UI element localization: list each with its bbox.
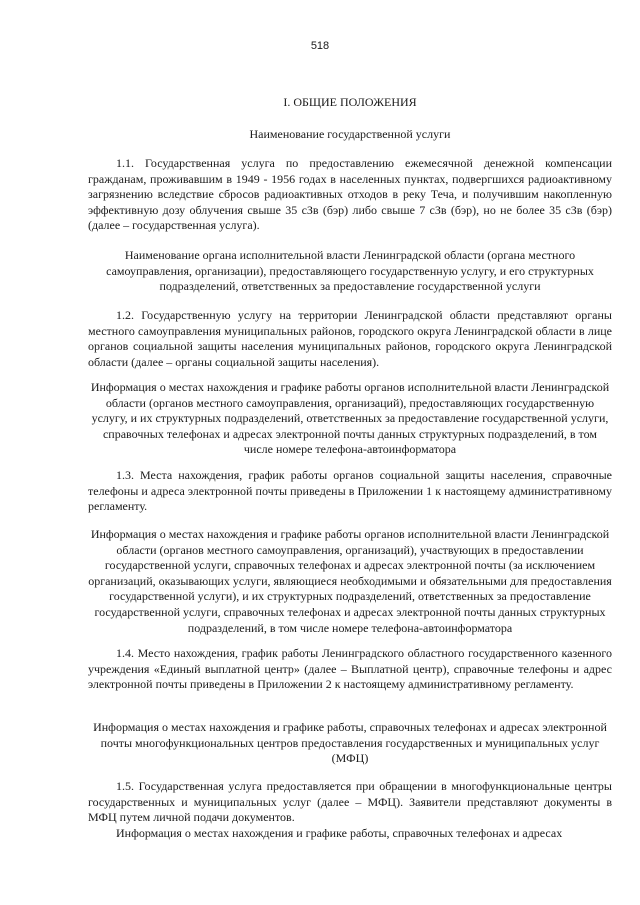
page-number: 518 bbox=[310, 40, 330, 52]
paragraph-1-1: 1.1. Государственная услуга по предоставлению ежемесячной денежной компенсации гражданам, проживавшим в 1949 - 1956 годах в населенных пунктах, подвергшихся радиоактивному загрязнению вследствие сбросов радиоактивных отходов в реку Теча, и получившим накопленную эффективную дозу облучения свыше 35 сЗв (бэр) либо свыше 7 сЗв (бэр), но не более 35 сЗв (бэр) (далее – государственная услуга). bbox=[88, 156, 612, 233]
section-title: I. ОБЩИЕ ПОЛОЖЕНИЯ bbox=[283, 95, 417, 109]
heading-service-name: Наименование государственной услуги bbox=[249, 127, 451, 141]
heading-authority: Наименование органа исполнительной власти Ленинградской области (органа местного самоуправления, организации), предоставляющего государственную услугу, и его структурных подразделений, ответственных за предоставление государственной услуги bbox=[106, 248, 594, 294]
paragraph-1-5: 1.5. Государственная услуга предоставляется при обращении в многофункциональные центры государственных и муниципальных услуг (далее – МФЦ). Заявители представляют документы в МФЦ путем личной подачи документов. bbox=[88, 779, 612, 825]
heading-location-info: Информация о местах нахождения и графике работы органов исполнительной власти Ленинградской области (органов местного самоуправления, организаций), предоставляющих государственную услугу, и их структурных подразделений, ответственных за предоставление государственной услуги, справочных телефонах и адресах электронной почты данных структурных подразделений, в том числе номере телефона-автоинформатора bbox=[90, 380, 610, 457]
paragraph-1-2: 1.2. Государственную услугу на территории Ленинградской области представляют органы местного самоуправления муниципальных районов, городского округа Ленинградской области в лице органов социальной защиты населения муниципальных районов, городского округа Ленинградской области (далее – органы социальной защиты населения). bbox=[88, 308, 612, 369]
heading-participants-info: Информация о местах нахождения и графике работы органов исполнительной власти Ленинградской области (органов местного самоуправления, организаций), участвующих в предоставлении государственной услуги, справочных телефонах и адресах электронной почты (за исключением организаций, оказывающих услуги, являющиеся необходимыми и обязательными для предоставления государственной услуги), и их структурных подразделений, ответственных за предоставление государственной услуги, справочных телефонах и адресах электронной почты данных структурных подразделений, в том числе номере телефона-автоинформатора bbox=[88, 527, 612, 635]
paragraph-1-5-continued: Информация о местах нахождения и графике работы, справочных телефонах и адресах bbox=[116, 826, 563, 840]
paragraph-1-4: 1.4. Место нахождения, график работы Ленинградского областного государственного казенного учреждения «Единый выплатной центр» (далее – Выплатной центр), справочные телефоны и адрес электронной почты приведены в Приложении 2 к настоящему административному регламенту. bbox=[88, 646, 612, 692]
paragraph-1-3: 1.3. Места нахождения, график работы органов социальной защиты населения, справочные телефоны и адреса электронной почты приведены в Приложении 1 к настоящему административному регламенту. bbox=[88, 468, 612, 514]
heading-mfc-info: Информация о местах нахождения и графике работы, справочных телефонах и адресах электронной почты многофункциональных центров предоставления государственных и муниципальных услуг (МФЦ) bbox=[93, 720, 607, 766]
